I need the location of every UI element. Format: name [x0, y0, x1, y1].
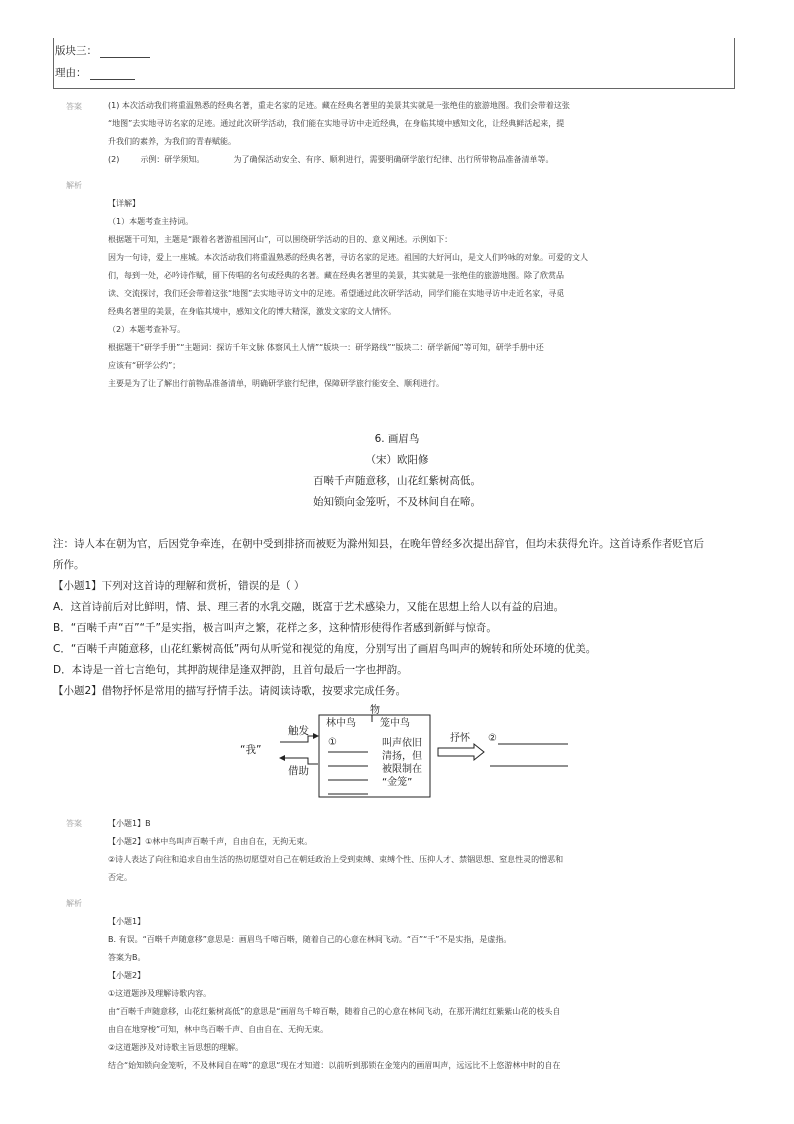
express-arrow	[438, 744, 484, 760]
analysis1-line: 们，每到一处，必吟诗作赋，留下传唱的名句或经典的名著。藏在经典名著里的美景，其实就是一张绝佳的旅游地图。除了欣赏品	[108, 271, 564, 280]
answer1-num: (2)	[108, 155, 120, 164]
option-b[interactable]: B．“百啭千声“百”“千”是实指，极言叫声之繁，花样之多，这种情形使得作者感到新鲜与惊奇。	[53, 622, 497, 634]
answer1-reason: 为了确保活动安全、有序、顺利进行，需要明确研学旅行纪律、出行所带物品准备清单等。	[233, 155, 554, 164]
blank-2-marker: ②	[488, 733, 497, 744]
answer1-line: 升我们的素养，为我们的青春赋能。	[108, 137, 236, 146]
answer2-line: 【小题1】B	[108, 819, 151, 828]
analysis1-line: 因为一句诗，爱上一座城。本次活动我们将重温熟悉的经典名著，寻访名家的足迹。祖国的大好河山，是文人们吟咏的对象。可爱的文人	[108, 253, 588, 262]
poem-line: 始知锁向金笼听，不及林间自在啼。	[313, 496, 481, 508]
trigger-label: 触发	[288, 725, 309, 737]
self-label: “我”	[240, 744, 262, 756]
answer-tag: 答案	[66, 819, 82, 828]
row-block3	[55, 44, 150, 58]
analysis2-line: 由“百啭千声随意移，山花红紫树高低”的意思是“画眉鸟千啼百啭，随着自己的心意在林间飞动，在那开满红红紫紫山花的枝头自	[108, 1007, 561, 1016]
row-reason	[55, 66, 135, 80]
top-answer-box	[53, 38, 735, 89]
caged-bird-label: 笼中鸟	[380, 718, 410, 729]
poem-line: 百啭千声随意移，山花红紫树高低。	[313, 475, 481, 487]
reason-blank[interactable]	[90, 67, 135, 80]
concept-diagram	[230, 700, 590, 800]
analysis1-line: 根据题干可知，主题是“跟着名著游祖国河山”，可以围绕研学活动的目的、意义阐述。示例如下：	[108, 235, 453, 244]
caged-text-line: “金笼”	[382, 777, 413, 788]
option-a[interactable]: A．这首诗前后对比鲜明，情、景、理三者的水乳交融，既富于艺术感染力，又能在思想上给人以有益的启迪。	[53, 601, 565, 613]
option-d[interactable]: D．本诗是一首七言绝句，其押韵规律是逢双押韵，且首句最后一字也押韵。	[53, 664, 408, 676]
rely-label: 借助	[288, 765, 309, 777]
note-line: 所作。	[53, 559, 85, 571]
answer1-example: 示例：研学须知。	[140, 155, 205, 164]
blank-1-marker: ①	[328, 737, 337, 748]
analysis2-line: ②这道题涉及对诗歌主旨思想的理解。	[108, 1043, 244, 1052]
question2-stem: 【小题2】借物抒怀是常用的描写抒情手法。请阅读诗歌，按要求完成任务。	[53, 685, 407, 697]
poem-title: 6. 画眉鸟	[374, 433, 420, 445]
analysis1-line: 【详解】	[108, 199, 140, 208]
option-c[interactable]: C．“百啭千声随意移，山花红紫树高低”两句从听觉和视觉的角度，分别写出了画眉鸟叫声的婉转和所处环境的优美。	[53, 643, 597, 655]
analysis1-line: 读、交流探讨，我们还会带着这张“地图”去实地寻访文中的足迹。希望通过此次研学活动，同学们能在实地寻访中走近名家，寻觅	[108, 289, 565, 298]
analysis2-line: 由自在地穿梭”可知，林中鸟百啭千声、自由自在、无拘无束。	[108, 1025, 329, 1034]
block3-blank[interactable]	[100, 45, 150, 58]
answer2-line: 否定。	[108, 873, 132, 882]
analysis1-line: 应该有“研学公约”；	[108, 361, 181, 370]
analysis1-line: 根据题干“研学手册”“主题词：探访千年文脉 体察风土人情”“版块一：研学路线”“版块二：研学新闻”等可知，研学手册中还	[108, 343, 544, 352]
analysis-tag: 解析	[66, 181, 82, 190]
object-label: 物	[370, 705, 380, 716]
analysis-tag: 解析	[66, 899, 82, 908]
answer1-line: “地图”去实地寻访名家的足迹。通过此次研学活动，我们能在实地寻访中走近经典，在身临其境中感知文化，让经典鲜活起来，提	[108, 119, 565, 128]
analysis2-line: 结合“始知锁向金笼听，不及林间自在啼”的意思“现在才知道：以前听到那锁在金笼内的画眉叫声，远远比不上悠游林中时的自在	[108, 1061, 561, 1070]
answer1-line	[108, 154, 554, 166]
answer2-line: ②诗人表达了向往和追求自由生活的热切愿望对自己在朝廷政治上受到束缚、束缚个性、压抑人才、禁锢思想、窒息性灵的憎恶和	[108, 855, 564, 864]
express-label: 抒怀	[450, 733, 470, 744]
question1-stem: 【小题1】下列对这首诗的理解和赏析，错误的是（ ）	[53, 580, 305, 592]
analysis2-line: 答案为B。	[108, 953, 146, 962]
answer2-line: 【小题2】①林中鸟叫声百啭千声，自由自在，无拘无束。	[108, 837, 313, 846]
caged-text-line: 清扬，但	[382, 751, 422, 762]
analysis1-line: 主要是为了让了解出行前物品准备清单，明确研学旅行纪律，保障研学旅行能安全、顺利进行。	[108, 379, 444, 388]
analysis2-line: B. 有误。“百啭千声随意移”意思是：画眉鸟千啼百啭，随着自己的心意在林间飞动。“百”“千”不是实指，是虚指。	[108, 935, 512, 944]
note-line: 注：诗人本在朝为官，后因党争牵连，在朝中受到排挤而被贬为滁州知县，在晚年曾经多次提出辞官，但均未获得允许。这首诗系作者贬官后	[53, 538, 704, 550]
analysis1-line: （2）本题考查补写。	[108, 325, 186, 334]
block3-label: 版块三：	[55, 45, 97, 57]
answer-tag: 答案	[66, 102, 82, 111]
forest-bird-label: 林中鸟	[326, 718, 356, 729]
analysis1-line: 经典名著里的美景，在身临其境中，感知文化的博大精深，激发文家的文人情怀。	[108, 307, 396, 316]
caged-text-line: 被限制在	[382, 764, 422, 775]
analysis2-line: 【小题1】	[108, 917, 146, 926]
caged-text-line: 叫声依旧	[382, 738, 422, 749]
caged-bird-text	[382, 737, 422, 789]
reason-label: 理由：	[55, 67, 87, 79]
poem-author: （宋）欧阳修	[365, 454, 429, 466]
analysis2-line: 【小题2】	[108, 971, 146, 980]
analysis2-line: ①这道题涉及理解诗歌内容。	[108, 989, 212, 998]
answer1-line: (1) 本次活动我们将重温熟悉的经典名著，重走名家的足迹。藏在经典名著里的美景其实就是一张绝佳的旅游地图。我们会带着这张	[108, 101, 570, 110]
analysis1-line: （1）本题考查主持词。	[108, 217, 194, 226]
